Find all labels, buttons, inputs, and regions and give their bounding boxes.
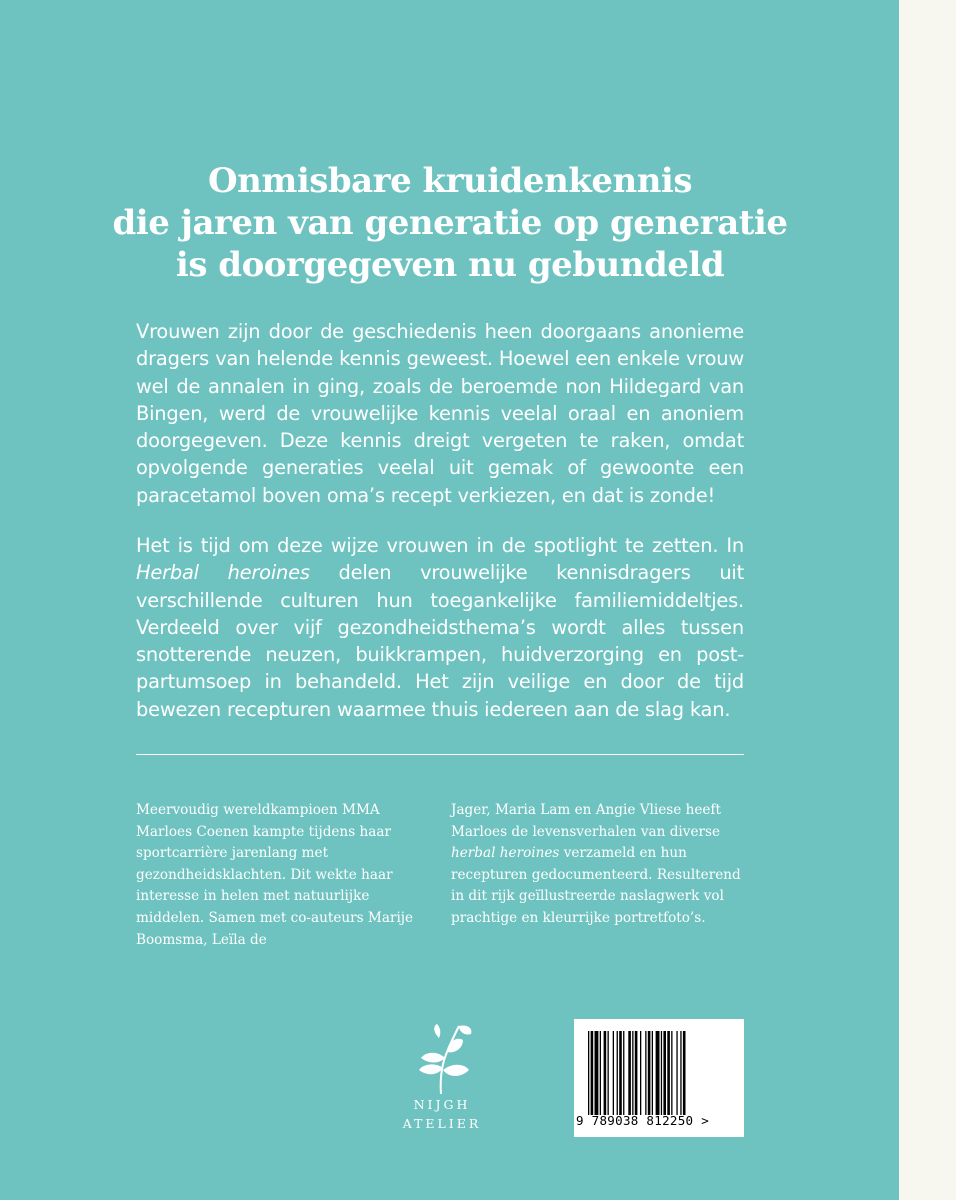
barcode-bar [588,1031,589,1115]
blurb-paragraph-2 [136,532,744,723]
author-bio-right [451,800,746,930]
publisher-name: NIJGH [413,1097,471,1112]
headline-line-1: Onmisbare kruidenkennis [208,161,692,201]
barcode-bar [604,1031,607,1115]
barcode-bar [640,1031,641,1115]
barcode-bar [608,1031,609,1115]
barcode-bar [635,1031,638,1115]
barcode-bar [619,1031,622,1115]
headline-line-2: die jaren van generatie op generatie [112,203,788,243]
barcode-bar [600,1031,601,1115]
divider-line [136,754,744,755]
barcode-bar [613,1031,614,1115]
barcode-bar [648,1031,651,1115]
barcode-bar [628,1031,631,1115]
author-bio-right-start: Jager, Maria Lam en Angie Vliese heeft Marloes de levensverhalen van diverse [451,802,721,840]
barcode-bar [645,1031,646,1115]
barcode-bar [656,1031,660,1115]
author-bio-right-end: verzameld en hun recepturen gedocumenteerd. Resulterend in dit rijk geïllustreerde naslagwerk vol prachtige en kleurrijke portretfoto’s. [451,845,741,926]
barcode-bar [595,1031,599,1115]
author-bio-left: Meervoudig wereldkampioen MMA Marloes Coenen kampte tijdens haar sportcarrière jarenlang met gezondheidsklachten. Dit wekte haar interesse in helen met natuurlijke middelen. Samen met co-auteurs Marije Boomsma, Leïla de [136,802,414,948]
page-edge [899,0,956,1200]
herbal-heroines-italic: herbal heroines [451,845,560,862]
blurb-paragraph-2-start: Het is tijd om deze wijze vrouwen in de spotlight te zetten. In [136,534,744,557]
barcode-bar [680,1031,681,1115]
barcode-bar [591,1031,594,1115]
barcode-bar [663,1031,666,1115]
headline-line-3: is doorgegeven nu gebundeld [175,245,725,285]
publisher-imprint: ATELIER [402,1116,482,1131]
barcode-bar [617,1031,618,1115]
isbn-digits: 9 789038 812250 > [576,1113,710,1128]
isbn-barcode [574,1019,744,1137]
barcode-bar [652,1031,653,1115]
blurb-paragraph-1: Vrouwen zijn door de geschiedenis heen doorgaans anonieme dragers van helende kennis geweest. Hoewel een enkele vrouw wel de annalen in ging, zoals de beroemde non Hildegard van Bingen, werd de vrouwelijke kennis veelal oraal en anoniem doorgegeven. Deze kennis dreigt vergeten te raken, omdat opvolgende generaties veelal uit gemak of gewoonte een paracetamol boven oma’s recept verkiezen, en dat is zonde! [136,320,744,507]
barcode-bar [676,1031,677,1115]
barcode-bar [667,1031,670,1115]
barcode-bar [671,1031,672,1115]
barcode-bars [588,1031,730,1115]
barcode-bar [661,1031,662,1115]
headline [80,160,820,286]
blurb-paragraph-2-end: delen vrouwelijke kennisdragers uit verschillende culturen hun toegankelijke familiemiddeltjes. Verdeeld over vijf gezondheidsthema’s wordt alles tussen snotterende neuzen, buikkrampen, huidverzorging en post-partumsoep in behandeld. Het zijn veilige en door de tijd bewezen recepturen waarmee thuis iedereen aan de slag kan. [136,561,745,721]
barcode-bar [623,1031,624,1115]
leaf-branch-icon [407,1022,477,1094]
publisher-logo [382,1022,502,1142]
barcode-bar [632,1031,633,1115]
book-title-italic: Herbal heroines [136,561,310,585]
barcode-bar [683,1031,686,1115]
